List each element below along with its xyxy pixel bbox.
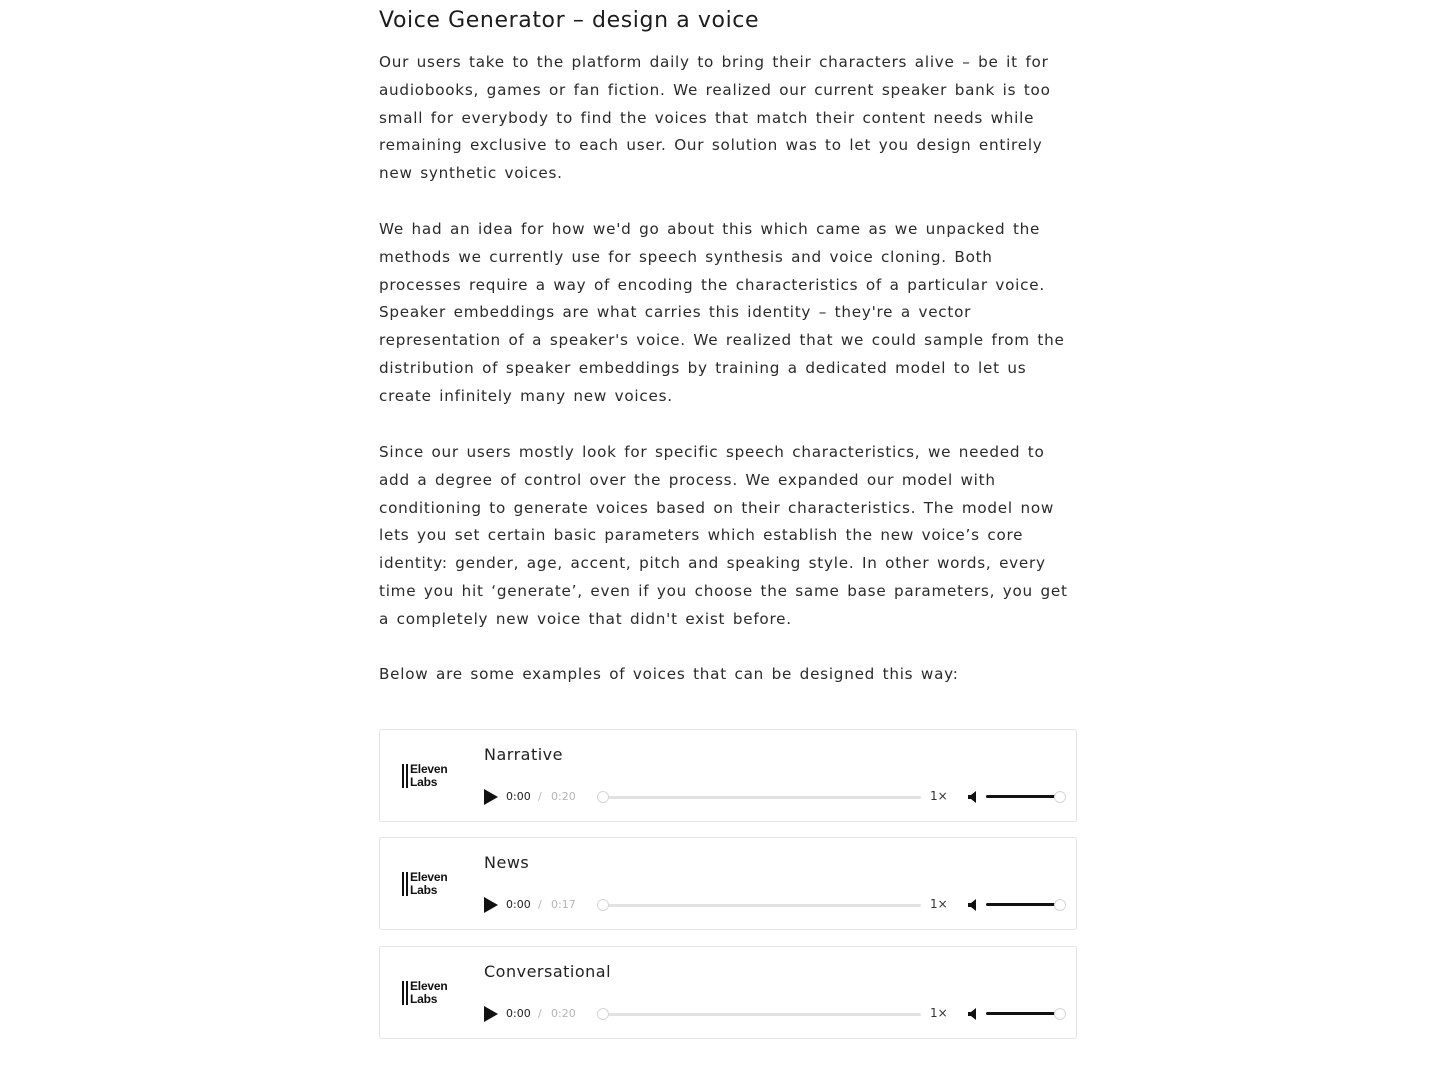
paragraph-intro: Our users take to the platform daily to bring their characters alive – be it for audiobooks, games or fan fiction. We realized our current speaker bank is too small for everybody to find the voices that match their content needs while remaining exclusive to each user. Our solution was to let you design entirely new synthetic voices. (379, 53, 1051, 183)
player-controls (484, 788, 1066, 806)
paragraph-examples-intro: Below are some examples of voices that can be designed this way: (379, 665, 959, 683)
logo-bar (402, 872, 404, 896)
logo-bar (406, 981, 408, 1005)
logo-bar (402, 764, 404, 788)
logo-text-line1: Eleven (410, 870, 448, 884)
paragraph-conditioning: Since our users mostly look for specific speech characteristics, we needed to add a degree of control over the process. We expanded our model with conditioning to generate voices based on their characteristics. The model now lets you set certain basic parameters which establish the new voice’s core identity: gender, age, accent, pitch and speaking style. In other words, every time you hit ‘generate’, even if you choose the same base parameters, you get a completely new voice that didn't exist before. (379, 443, 1068, 628)
logo-bar (406, 764, 408, 788)
progress-knob[interactable] (597, 1008, 609, 1020)
time-separator: / (538, 898, 542, 911)
volume-slider[interactable] (986, 899, 1064, 911)
track-title: News (484, 853, 530, 872)
player-controls (484, 1005, 1066, 1023)
progress-slider[interactable] (599, 899, 921, 911)
mute-button[interactable] (966, 790, 980, 804)
current-time: 0:00 (506, 898, 531, 911)
volume-track (986, 1012, 1064, 1015)
logo-text-line1: Eleven (410, 762, 448, 776)
volume-knob[interactable] (1054, 791, 1066, 803)
volume-knob[interactable] (1054, 1008, 1066, 1020)
play-icon (484, 789, 498, 805)
paragraph-embeddings: We had an idea for how we'd go about this which came as we unpacked the methods we currently use for speech synthesis and voice cloning. Both processes require a way of encoding the characteristics of a particular voice. Speaker embeddings are what carries this identity – they're a vector representation of a speaker's voice. We realized that we could sample from the distribution of speaker embeddings by training a dedicated model to let us create infinitely many new voices. (379, 220, 1065, 405)
playback-speed-button[interactable]: 1× (930, 789, 948, 803)
play-icon (484, 897, 498, 913)
volume-slider[interactable] (986, 791, 1064, 803)
player-controls (484, 896, 1066, 914)
volume-slider[interactable] (986, 1008, 1064, 1020)
logo-text-line2: Labs (410, 992, 438, 1006)
elevenlabs-logo (402, 871, 454, 897)
mute-button[interactable] (966, 898, 980, 912)
play-button[interactable] (484, 897, 498, 913)
total-time: 0:17 (551, 898, 576, 911)
logo-text-line1: Eleven (410, 979, 448, 993)
current-time: 0:00 (506, 1007, 531, 1020)
time-separator: / (538, 1007, 542, 1020)
volume-knob[interactable] (1054, 899, 1066, 911)
time-separator: / (538, 790, 542, 803)
play-icon (484, 1006, 498, 1022)
progress-track (599, 904, 921, 907)
progress-track (599, 1013, 921, 1016)
playback-speed-button[interactable]: 1× (930, 897, 948, 911)
audio-player-card (379, 837, 1077, 930)
elevenlabs-logo (402, 980, 454, 1006)
logo-text-line2: Labs (410, 775, 438, 789)
track-title: Narrative (484, 745, 563, 764)
total-time: 0:20 (551, 790, 576, 803)
progress-slider[interactable] (599, 1008, 921, 1020)
mute-button[interactable] (966, 1007, 980, 1021)
volume-track (986, 903, 1064, 906)
audio-player-card (379, 729, 1077, 822)
progress-knob[interactable] (597, 899, 609, 911)
logo-bar (402, 981, 404, 1005)
volume-track (986, 795, 1064, 798)
progress-slider[interactable] (599, 791, 921, 803)
page-title: Voice Generator – design a voice (379, 8, 760, 33)
progress-knob[interactable] (597, 791, 609, 803)
play-button[interactable] (484, 1006, 498, 1022)
logo-bar (406, 872, 408, 896)
elevenlabs-logo (402, 763, 454, 789)
progress-track (599, 796, 921, 799)
playback-speed-button[interactable]: 1× (930, 1006, 948, 1020)
logo-text-line2: Labs (410, 883, 438, 897)
volume-icon (966, 790, 980, 804)
current-time: 0:00 (506, 790, 531, 803)
volume-icon (966, 1007, 980, 1021)
track-title: Conversational (484, 962, 612, 981)
total-time: 0:20 (551, 1007, 576, 1020)
play-button[interactable] (484, 789, 498, 805)
volume-icon (966, 898, 980, 912)
audio-player-card (379, 946, 1077, 1039)
